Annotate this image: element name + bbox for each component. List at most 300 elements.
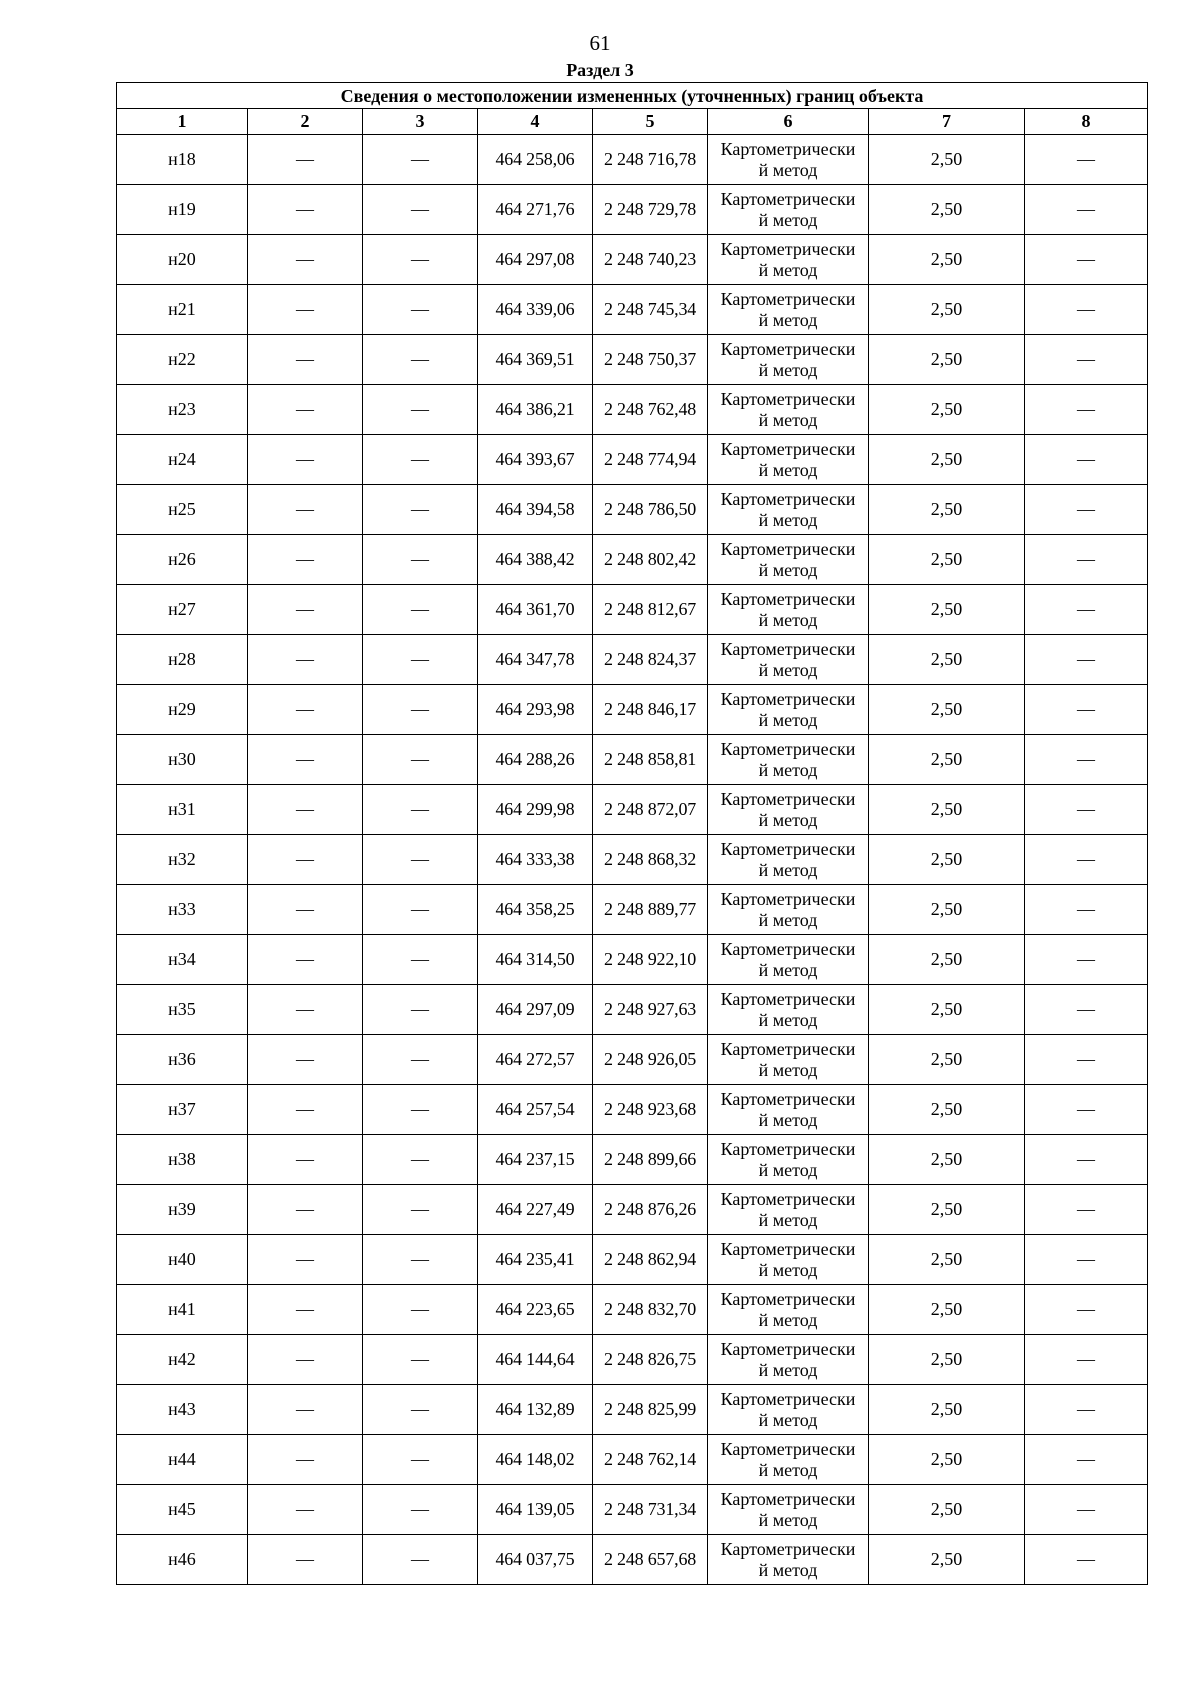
y-coordinate-cell: 2 248 729,78 — [593, 185, 708, 235]
accuracy-cell: 2,50 — [869, 935, 1025, 985]
x-coordinate-cell: 464 288,26 — [478, 735, 593, 785]
y-coordinate-cell: 2 248 862,94 — [593, 1235, 708, 1285]
method-text-line-1: Картометрически — [720, 588, 856, 609]
table-row — [117, 1235, 1148, 1285]
boundary-coordinates-table — [116, 82, 1148, 1585]
accuracy-cell: 2,50 — [869, 285, 1025, 335]
method-text-line-2: й метод — [758, 959, 818, 980]
method-text-line-2: й метод — [758, 759, 818, 780]
column-header-6: 6 — [708, 109, 869, 135]
y-coordinate-cell: 2 248 876,26 — [593, 1185, 708, 1235]
column-2-cell: — — [248, 1085, 363, 1135]
column-2-cell: — — [248, 1235, 363, 1285]
point-name-cell: н43 — [117, 1385, 248, 1435]
column-3-cell: — — [363, 1035, 478, 1085]
method-cell — [708, 1535, 869, 1585]
method-text-line-1: Картометрически — [720, 1388, 856, 1409]
y-coordinate-cell: 2 248 899,66 — [593, 1135, 708, 1185]
column-2-cell: — — [248, 435, 363, 485]
column-3-cell: — — [363, 985, 478, 1035]
method-text-line-2: й метод — [758, 409, 818, 430]
table-row — [117, 1035, 1148, 1085]
accuracy-cell: 2,50 — [869, 535, 1025, 585]
table-body — [117, 135, 1148, 1585]
column-3-cell: — — [363, 135, 478, 185]
accuracy-cell: 2,50 — [869, 1185, 1025, 1235]
x-coordinate-cell: 464 393,67 — [478, 435, 593, 485]
table-row — [117, 235, 1148, 285]
method-text-line-1: Картометрически — [720, 1138, 856, 1159]
method-text-line-1: Картометрически — [720, 188, 856, 209]
x-coordinate-cell: 464 144,64 — [478, 1335, 593, 1385]
point-name-cell: н19 — [117, 185, 248, 235]
point-name-cell: н27 — [117, 585, 248, 635]
point-name-cell: н34 — [117, 935, 248, 985]
column-3-cell: — — [363, 585, 478, 635]
y-coordinate-cell: 2 248 926,05 — [593, 1035, 708, 1085]
y-coordinate-cell: 2 248 832,70 — [593, 1285, 708, 1335]
method-text-line-1: Картометрически — [720, 1538, 856, 1559]
method-cell — [708, 1385, 869, 1435]
method-text-line-1: Картометрически — [720, 888, 856, 909]
method-text-line-1: Картометрически — [720, 638, 856, 659]
method-cell — [708, 1185, 869, 1235]
method-text-line-1: Картометрически — [720, 788, 856, 809]
column-8-cell: — — [1025, 735, 1148, 785]
accuracy-cell: 2,50 — [869, 1535, 1025, 1585]
x-coordinate-cell: 464 227,49 — [478, 1185, 593, 1235]
column-8-cell: — — [1025, 385, 1148, 435]
table-row — [117, 1535, 1148, 1585]
column-8-cell: — — [1025, 635, 1148, 685]
accuracy-cell: 2,50 — [869, 785, 1025, 835]
method-text-line-1: Картометрически — [720, 238, 856, 259]
method-cell — [708, 685, 869, 735]
point-name-cell: н26 — [117, 535, 248, 585]
table-row — [117, 535, 1148, 585]
table-row — [117, 135, 1148, 185]
method-text-line-1: Картометрически — [720, 1438, 856, 1459]
column-3-cell: — — [363, 1235, 478, 1285]
column-3-cell: — — [363, 835, 478, 885]
accuracy-cell: 2,50 — [869, 585, 1025, 635]
table-row — [117, 1435, 1148, 1485]
method-text-line-1: Картометрически — [720, 738, 856, 759]
method-cell — [708, 535, 869, 585]
column-8-cell: — — [1025, 1285, 1148, 1335]
column-2-cell: — — [248, 1035, 363, 1085]
method-cell — [708, 1035, 869, 1085]
method-cell — [708, 1135, 869, 1185]
method-cell — [708, 1435, 869, 1485]
table-row — [117, 985, 1148, 1035]
x-coordinate-cell: 464 358,25 — [478, 885, 593, 935]
page-number: 61 — [589, 31, 611, 55]
method-text-line-1: Картометрически — [720, 1088, 856, 1109]
method-text-line-1: Картометрически — [720, 538, 856, 559]
method-text-line-2: й метод — [758, 909, 818, 930]
column-header-8: 8 — [1025, 109, 1148, 135]
method-text-line-2: й метод — [758, 1509, 818, 1530]
x-coordinate-cell: 464 132,89 — [478, 1385, 593, 1435]
x-coordinate-cell: 464 388,42 — [478, 535, 593, 585]
method-text-line-2: й метод — [758, 509, 818, 530]
x-coordinate-cell: 464 139,05 — [478, 1485, 593, 1535]
y-coordinate-cell: 2 248 927,63 — [593, 985, 708, 1035]
point-name-cell: н28 — [117, 635, 248, 685]
table-row — [117, 1485, 1148, 1535]
x-coordinate-cell: 464 271,76 — [478, 185, 593, 235]
column-3-cell: — — [363, 1285, 478, 1335]
method-text-line-2: й метод — [758, 309, 818, 330]
method-text-line-2: й метод — [758, 1309, 818, 1330]
column-8-cell: — — [1025, 1535, 1148, 1585]
method-text-line-2: й метод — [758, 459, 818, 480]
x-coordinate-cell: 464 257,54 — [478, 1085, 593, 1135]
accuracy-cell: 2,50 — [869, 885, 1025, 935]
y-coordinate-cell: 2 248 872,07 — [593, 785, 708, 835]
point-name-cell: н24 — [117, 435, 248, 485]
method-cell — [708, 785, 869, 835]
column-8-cell: — — [1025, 1035, 1148, 1085]
y-coordinate-cell: 2 248 825,99 — [593, 1385, 708, 1435]
table-row — [117, 435, 1148, 485]
x-coordinate-cell: 464 297,08 — [478, 235, 593, 285]
column-8-cell: — — [1025, 485, 1148, 535]
method-text-line-2: й метод — [758, 1409, 818, 1430]
point-name-cell: н38 — [117, 1135, 248, 1185]
point-name-cell: н37 — [117, 1085, 248, 1135]
x-coordinate-cell: 464 237,15 — [478, 1135, 593, 1185]
column-2-cell: — — [248, 985, 363, 1035]
method-text-line-2: й метод — [758, 1359, 818, 1380]
column-8-cell: — — [1025, 185, 1148, 235]
x-coordinate-cell: 464 347,78 — [478, 635, 593, 685]
method-cell — [708, 835, 869, 885]
method-cell — [708, 385, 869, 435]
table-row — [117, 485, 1148, 535]
column-8-cell: — — [1025, 585, 1148, 635]
method-text-line-1: Картометрически — [720, 438, 856, 459]
column-3-cell: — — [363, 935, 478, 985]
method-text-line-1: Картометрически — [720, 488, 856, 509]
method-text-line-1: Картометрически — [720, 1238, 856, 1259]
point-name-cell: н29 — [117, 685, 248, 735]
method-text-line-1: Картометрически — [720, 1038, 856, 1059]
point-name-cell: н33 — [117, 885, 248, 935]
method-text-line-2: й метод — [758, 1459, 818, 1480]
method-text-line-1: Картометрически — [720, 1288, 856, 1309]
column-8-cell: — — [1025, 1135, 1148, 1185]
column-header-1: 1 — [117, 109, 248, 135]
y-coordinate-cell: 2 248 740,23 — [593, 235, 708, 285]
y-coordinate-cell: 2 248 826,75 — [593, 1335, 708, 1385]
column-3-cell: — — [363, 1135, 478, 1185]
column-8-cell: — — [1025, 335, 1148, 385]
y-coordinate-cell: 2 248 923,68 — [593, 1085, 708, 1135]
method-text-line-2: й метод — [758, 1009, 818, 1030]
x-coordinate-cell: 464 037,75 — [478, 1535, 593, 1585]
method-cell — [708, 1235, 869, 1285]
point-name-cell: н41 — [117, 1285, 248, 1335]
table-row — [117, 735, 1148, 785]
method-text-line-2: й метод — [758, 559, 818, 580]
x-coordinate-cell: 464 223,65 — [478, 1285, 593, 1335]
column-2-cell: — — [248, 785, 363, 835]
accuracy-cell: 2,50 — [869, 1435, 1025, 1485]
accuracy-cell: 2,50 — [869, 735, 1025, 785]
method-text-line-2: й метод — [758, 1259, 818, 1280]
column-3-cell: — — [363, 735, 478, 785]
column-8-cell: — — [1025, 685, 1148, 735]
method-cell — [708, 335, 869, 385]
column-header-5: 5 — [593, 109, 708, 135]
x-coordinate-cell: 464 394,58 — [478, 485, 593, 535]
method-text-line-2: й метод — [758, 1209, 818, 1230]
y-coordinate-cell: 2 248 731,34 — [593, 1485, 708, 1535]
y-coordinate-cell: 2 248 657,68 — [593, 1535, 708, 1585]
x-coordinate-cell: 464 293,98 — [478, 685, 593, 735]
column-2-cell: — — [248, 1485, 363, 1535]
column-3-cell: — — [363, 1085, 478, 1135]
table-row — [117, 1335, 1148, 1385]
column-3-cell: — — [363, 1335, 478, 1385]
column-2-cell: — — [248, 1185, 363, 1235]
point-name-cell: н39 — [117, 1185, 248, 1235]
accuracy-cell: 2,50 — [869, 435, 1025, 485]
column-3-cell: — — [363, 285, 478, 335]
accuracy-cell: 2,50 — [869, 235, 1025, 285]
accuracy-cell: 2,50 — [869, 1385, 1025, 1435]
column-2-cell: — — [248, 185, 363, 235]
table-row — [117, 785, 1148, 835]
accuracy-cell: 2,50 — [869, 185, 1025, 235]
table-row — [117, 1385, 1148, 1435]
column-2-cell: — — [248, 885, 363, 935]
method-cell — [708, 185, 869, 235]
table-row — [117, 1135, 1148, 1185]
column-2-cell: — — [248, 1285, 363, 1335]
column-2-cell: — — [248, 735, 363, 785]
method-cell — [708, 1335, 869, 1385]
x-coordinate-cell: 464 148,02 — [478, 1435, 593, 1485]
point-name-cell: н18 — [117, 135, 248, 185]
column-3-cell: — — [363, 1485, 478, 1535]
y-coordinate-cell: 2 248 824,37 — [593, 635, 708, 685]
section-title: Раздел 3 — [566, 60, 634, 80]
method-cell — [708, 1485, 869, 1535]
column-2-cell: — — [248, 1385, 363, 1435]
x-coordinate-cell: 464 361,70 — [478, 585, 593, 635]
table-row — [117, 285, 1148, 335]
method-text-line-1: Картометрически — [720, 1338, 856, 1359]
y-coordinate-cell: 2 248 774,94 — [593, 435, 708, 485]
method-text-line-1: Картометрически — [720, 1188, 856, 1209]
column-8-cell: — — [1025, 785, 1148, 835]
column-3-cell: — — [363, 385, 478, 435]
x-coordinate-cell: 464 369,51 — [478, 335, 593, 385]
column-2-cell: — — [248, 285, 363, 335]
column-8-cell: — — [1025, 835, 1148, 885]
column-3-cell: — — [363, 535, 478, 585]
column-2-cell: — — [248, 485, 363, 535]
column-3-cell: — — [363, 1385, 478, 1435]
table-row — [117, 885, 1148, 935]
accuracy-cell: 2,50 — [869, 635, 1025, 685]
method-text-line-2: й метод — [758, 1059, 818, 1080]
accuracy-cell: 2,50 — [869, 1235, 1025, 1285]
point-name-cell: н46 — [117, 1535, 248, 1585]
column-2-cell: — — [248, 685, 363, 735]
method-text-line-1: Картометрически — [720, 138, 856, 159]
point-name-cell: н23 — [117, 385, 248, 435]
column-2-cell: — — [248, 1435, 363, 1485]
y-coordinate-cell: 2 248 922,10 — [593, 935, 708, 985]
column-2-cell: — — [248, 535, 363, 585]
accuracy-cell: 2,50 — [869, 485, 1025, 535]
column-header-4: 4 — [478, 109, 593, 135]
method-text-line-2: й метод — [758, 1109, 818, 1130]
column-8-cell: — — [1025, 1235, 1148, 1285]
column-3-cell: — — [363, 635, 478, 685]
method-text-line-2: й метод — [758, 1159, 818, 1180]
point-name-cell: н44 — [117, 1435, 248, 1485]
column-header-2: 2 — [248, 109, 363, 135]
column-3-cell: — — [363, 485, 478, 535]
column-8-cell: — — [1025, 435, 1148, 485]
table-row — [117, 1285, 1148, 1335]
method-text-line-2: й метод — [758, 709, 818, 730]
method-cell — [708, 635, 869, 685]
y-coordinate-cell: 2 248 812,67 — [593, 585, 708, 635]
method-text-line-1: Картометрически — [720, 288, 856, 309]
point-name-cell: н45 — [117, 1485, 248, 1535]
y-coordinate-cell: 2 248 858,81 — [593, 735, 708, 785]
point-name-cell: н36 — [117, 1035, 248, 1085]
method-cell — [708, 985, 869, 1035]
column-2-cell: — — [248, 135, 363, 185]
table-row — [117, 1085, 1148, 1135]
y-coordinate-cell: 2 248 745,34 — [593, 285, 708, 335]
x-coordinate-cell: 464 314,50 — [478, 935, 593, 985]
x-coordinate-cell: 464 299,98 — [478, 785, 593, 835]
column-2-cell: — — [248, 335, 363, 385]
method-text-line-2: й метод — [758, 859, 818, 880]
point-name-cell: н42 — [117, 1335, 248, 1385]
accuracy-cell: 2,50 — [869, 385, 1025, 435]
method-text-line-1: Картометрически — [720, 838, 856, 859]
table-row — [117, 385, 1148, 435]
accuracy-cell: 2,50 — [869, 135, 1025, 185]
point-name-cell: н32 — [117, 835, 248, 885]
y-coordinate-cell: 2 248 786,50 — [593, 485, 708, 535]
point-name-cell: н31 — [117, 785, 248, 835]
column-2-cell: — — [248, 835, 363, 885]
accuracy-cell: 2,50 — [869, 335, 1025, 385]
y-coordinate-cell: 2 248 802,42 — [593, 535, 708, 585]
point-name-cell: н30 — [117, 735, 248, 785]
x-coordinate-cell: 464 235,41 — [478, 1235, 593, 1285]
x-coordinate-cell: 464 258,06 — [478, 135, 593, 185]
column-header-7: 7 — [869, 109, 1025, 135]
table-row — [117, 335, 1148, 385]
method-text-line-1: Картометрически — [720, 688, 856, 709]
x-coordinate-cell: 464 386,21 — [478, 385, 593, 435]
column-8-cell: — — [1025, 885, 1148, 935]
column-2-cell: — — [248, 1135, 363, 1185]
x-coordinate-cell: 464 333,38 — [478, 835, 593, 885]
table-row — [117, 185, 1148, 235]
accuracy-cell: 2,50 — [869, 1085, 1025, 1135]
column-2-cell: — — [248, 1335, 363, 1385]
accuracy-cell: 2,50 — [869, 1035, 1025, 1085]
accuracy-cell: 2,50 — [869, 1135, 1025, 1185]
accuracy-cell: 2,50 — [869, 1485, 1025, 1535]
column-8-cell: — — [1025, 1385, 1148, 1435]
column-8-cell: — — [1025, 535, 1148, 585]
point-name-cell: н22 — [117, 335, 248, 385]
method-text-line-2: й метод — [758, 659, 818, 680]
x-coordinate-cell: 464 272,57 — [478, 1035, 593, 1085]
method-text-line-1: Картометрически — [720, 388, 856, 409]
table-row — [117, 635, 1148, 685]
method-text-line-1: Картометрически — [720, 988, 856, 1009]
column-3-cell: — — [363, 785, 478, 835]
table-row — [117, 1185, 1148, 1235]
table-row — [117, 935, 1148, 985]
method-cell — [708, 1085, 869, 1135]
point-name-cell: н40 — [117, 1235, 248, 1285]
column-2-cell: — — [248, 635, 363, 685]
method-cell — [708, 435, 869, 485]
accuracy-cell: 2,50 — [869, 685, 1025, 735]
accuracy-cell: 2,50 — [869, 1285, 1025, 1335]
point-name-cell: н35 — [117, 985, 248, 1035]
method-text-line-1: Картометрически — [720, 338, 856, 359]
y-coordinate-cell: 2 248 762,14 — [593, 1435, 708, 1485]
column-3-cell: — — [363, 435, 478, 485]
y-coordinate-cell: 2 248 716,78 — [593, 135, 708, 185]
column-3-cell: — — [363, 335, 478, 385]
method-text-line-2: й метод — [758, 809, 818, 830]
x-coordinate-cell: 464 297,09 — [478, 985, 593, 1035]
column-8-cell: — — [1025, 235, 1148, 285]
column-3-cell: — — [363, 685, 478, 735]
y-coordinate-cell: 2 248 868,32 — [593, 835, 708, 885]
column-3-cell: — — [363, 1535, 478, 1585]
method-text-line-2: й метод — [758, 359, 818, 380]
method-cell — [708, 585, 869, 635]
column-2-cell: — — [248, 935, 363, 985]
method-text-line-2: й метод — [758, 1559, 818, 1580]
column-3-cell: — — [363, 235, 478, 285]
column-2-cell: — — [248, 585, 363, 635]
method-cell — [708, 135, 869, 185]
column-8-cell: — — [1025, 935, 1148, 985]
point-name-cell: н20 — [117, 235, 248, 285]
method-cell — [708, 485, 869, 535]
column-8-cell: — — [1025, 1185, 1148, 1235]
method-cell — [708, 885, 869, 935]
x-coordinate-cell: 464 339,06 — [478, 285, 593, 335]
table-row — [117, 685, 1148, 735]
method-text-line-1: Картометрически — [720, 1488, 856, 1509]
y-coordinate-cell: 2 248 846,17 — [593, 685, 708, 735]
accuracy-cell: 2,50 — [869, 835, 1025, 885]
table-row — [117, 835, 1148, 885]
column-3-cell: — — [363, 885, 478, 935]
point-name-cell: н21 — [117, 285, 248, 335]
